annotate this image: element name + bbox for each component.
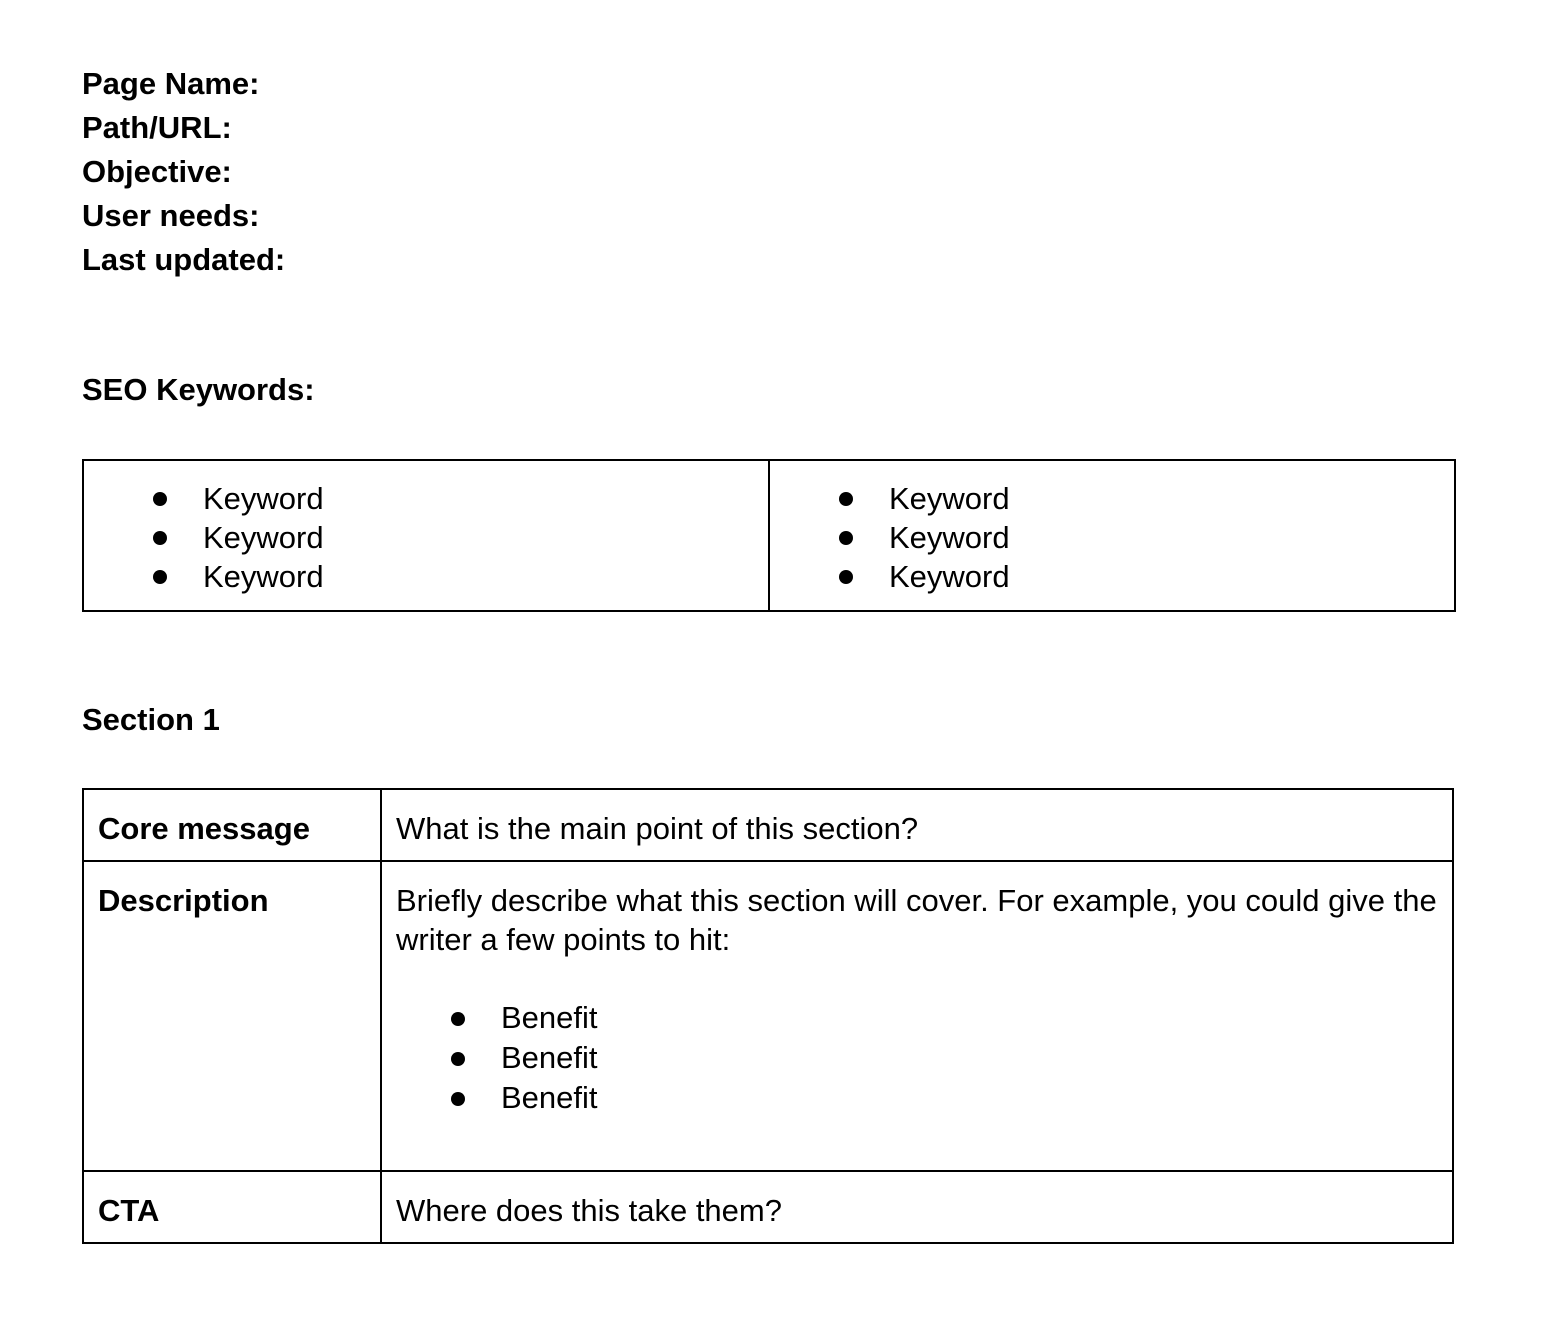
benefit-text: Benefit xyxy=(501,1080,598,1115)
description-label: Description xyxy=(98,883,269,918)
list-item xyxy=(84,557,768,596)
table-row xyxy=(83,1171,1453,1243)
cta-label: CTA xyxy=(98,1193,160,1228)
last-updated-label: Last updated: xyxy=(82,242,286,277)
section-1-heading: Section 1 xyxy=(82,702,220,737)
seo-keywords-left-list xyxy=(84,479,768,596)
bullet-icon xyxy=(839,570,853,584)
keyword-text: Keyword xyxy=(889,520,1010,555)
bullet-icon xyxy=(153,492,167,506)
bullet-icon xyxy=(451,1012,465,1026)
keyword-text: Keyword xyxy=(889,559,1010,594)
keyword-text: Keyword xyxy=(889,481,1010,516)
bullet-icon xyxy=(153,570,167,584)
list-item xyxy=(396,1078,1438,1118)
core-message-value: What is the main point of this section? xyxy=(396,811,919,846)
seo-keywords-heading: SEO Keywords: xyxy=(82,372,315,407)
bullet-icon xyxy=(839,492,853,506)
page-meta-block xyxy=(82,62,285,282)
benefit-text: Benefit xyxy=(501,1040,598,1075)
seo-keywords-table xyxy=(82,459,1456,612)
section-1-table xyxy=(82,788,1454,1244)
bullet-icon xyxy=(153,531,167,545)
benefit-text: Benefit xyxy=(501,1000,598,1035)
seo-keywords-left-cell xyxy=(83,460,769,611)
list-item xyxy=(770,557,1454,596)
description-value: Briefly describe what this section will cover. For example, you could give the writer a few points to hit: xyxy=(396,883,1437,957)
list-item xyxy=(84,479,768,518)
core-message-label: Core message xyxy=(98,811,310,846)
description-label-cell xyxy=(83,861,381,1171)
list-item xyxy=(770,479,1454,518)
user-needs-label: User needs: xyxy=(82,198,260,233)
core-message-label-cell xyxy=(83,789,381,861)
cta-value: Where does this take them? xyxy=(396,1193,782,1228)
objective-label: Objective: xyxy=(82,154,232,189)
keyword-text: Keyword xyxy=(203,481,324,516)
cta-label-cell xyxy=(83,1171,381,1243)
path-url-label: Path/URL: xyxy=(82,110,232,145)
benefit-list xyxy=(396,998,1438,1118)
list-item xyxy=(396,998,1438,1038)
keyword-text: Keyword xyxy=(203,520,324,555)
page-name-label: Page Name: xyxy=(82,66,260,101)
bullet-icon xyxy=(451,1092,465,1106)
bullet-icon xyxy=(839,531,853,545)
list-item xyxy=(396,1038,1438,1078)
table-row xyxy=(83,861,1453,1171)
seo-keywords-right-list xyxy=(770,479,1454,596)
description-value-cell xyxy=(381,861,1453,1171)
seo-keywords-row xyxy=(83,460,1455,611)
bullet-icon xyxy=(451,1052,465,1066)
list-item xyxy=(84,518,768,557)
keyword-text: Keyword xyxy=(203,559,324,594)
list-item xyxy=(770,518,1454,557)
core-message-value-cell xyxy=(381,789,1453,861)
table-row xyxy=(83,789,1453,861)
cta-value-cell xyxy=(381,1171,1453,1243)
seo-keywords-right-cell xyxy=(769,460,1455,611)
